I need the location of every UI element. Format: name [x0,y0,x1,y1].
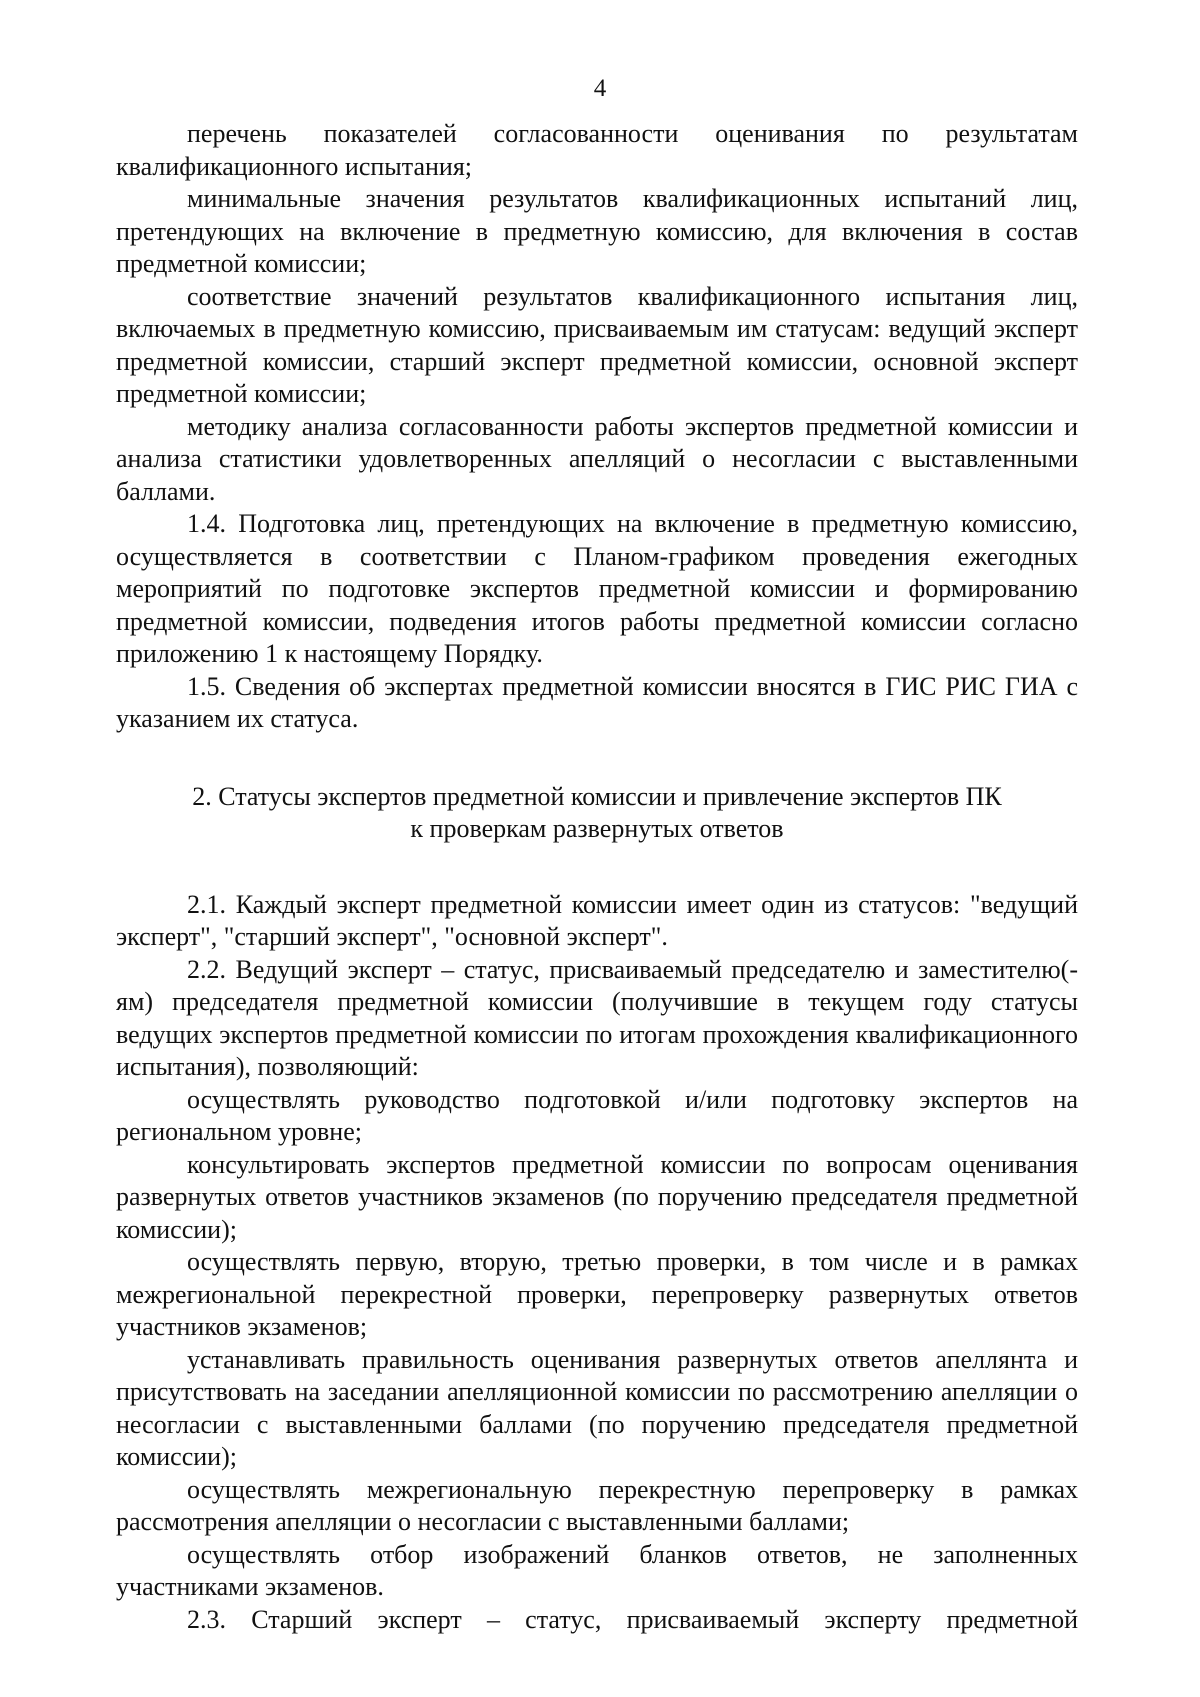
paragraph: 1.5. Сведения об экспертах предметной комиссии вносятся в ГИС РИС ГИА с указанием их статуса. [116,671,1078,733]
section-heading-line-2: к проверкам развернутых ответов [410,814,784,843]
paragraph: осуществлять отбор изображений бланков ответов, не заполненных участниками экзаменов. [116,1539,1078,1601]
paragraph: осуществлять первую, вторую, третью проверки, в том числе и в рамках межрегиональной перекрестной проверки, перепроверку развернутых ответов участников экзаменов; [116,1247,1078,1341]
paragraph-continued: 2.3. Старший эксперт – статус, присваиваемый эксперту предметной [187,1604,1078,1634]
paragraph: 1.4. Подготовка лиц, претендующих на включение в предметную комиссию, осуществляется в соответствии с Планом-графиком проведения ежегодных мероприятий по подготовке экспертов предметной комиссии и формированию предметной комиссии, подведения итогов работы предметной комиссии согласно приложению 1 к настоящему Порядку. [116,509,1078,668]
paragraph: 2.2. Ведущий эксперт – статус, присваиваемый председателю и заместителю(-ям) председателя предметной комиссии (получившие в текущем году статусы ведущих экспертов предметной комиссии по итогам прохождения квалификационного испытания), позволяющий: [116,954,1078,1081]
paragraph: осуществлять межрегиональную перекрестную перепроверку в рамках рассмотрения апелляции о несогласии с выставленными баллами; [116,1474,1078,1536]
section-heading [116,781,1078,846]
paragraph: перечень показателей согласованности оценивания по результатам квалификационного испытания; [116,119,1078,181]
paragraph: минимальные значения результатов квалификационных испытаний лиц, претендующих на включение в предметную комиссию, для включения в состав предметной комиссии; [116,184,1078,278]
paragraph: устанавливать правильность оценивания развернутых ответов апеллянта и присутствовать на заседании апелляционной комиссии по рассмотрению апелляции о несогласии с выставленными баллами (по поручению председателя предметной комиссии); [116,1344,1078,1471]
section-heading-line-1: 2. Статусы экспертов предметной комиссии и привлечение экспертов ПК [192,781,1002,811]
paragraph: 2.1. Каждый эксперт предметной комиссии имеет один из статусов: "ведущий эксперт", "старший эксперт", "основной эксперт". [116,889,1078,951]
paragraph: методику анализа согласованности работы экспертов предметной комиссии и анализа статистики удовлетворенных апелляций о несогласии с выставленными баллами. [116,411,1078,506]
document-body [116,118,1078,1636]
paragraph: консультировать экспертов предметной комиссии по вопросам оценивания развернутых ответов участников экзаменов (по поручению председателя предметной комиссии); [116,1149,1078,1244]
paragraph: соответствие значений результатов квалификационного испытания лиц, включаемых в предметную комиссию, присваиваемым им статусам: ведущий эксперт предметной комиссии, старший эксперт предметной комиссии, основной эксперт предметной комиссии; [116,281,1078,408]
page-number: 4 [593,75,607,102]
paragraph: осуществлять руководство подготовкой и/или подготовку экспертов на региональном уровне; [116,1084,1078,1146]
